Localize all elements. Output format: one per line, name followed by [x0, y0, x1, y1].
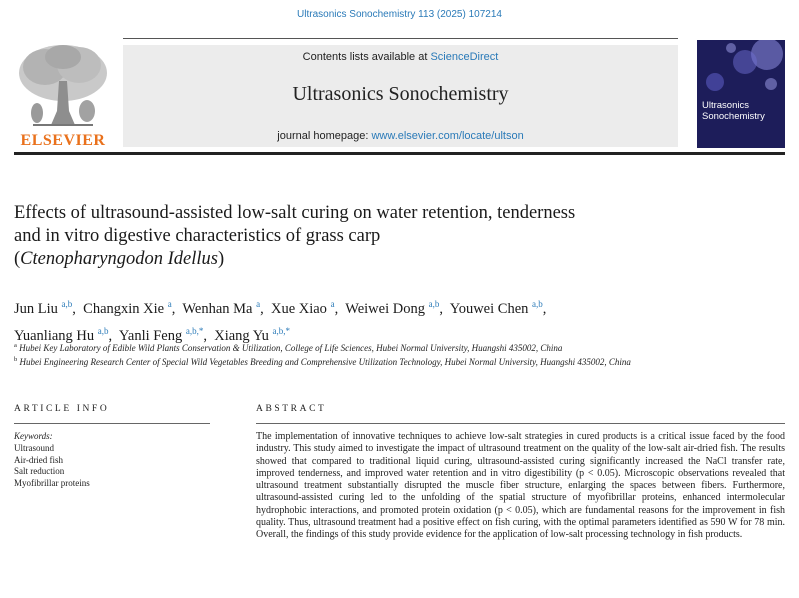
author-name[interactable]: Weiwei Dong: [345, 300, 425, 317]
homepage-prefix: journal homepage:: [277, 130, 369, 142]
keyword-item: Myofibrillar proteins: [14, 477, 90, 488]
author-affil-mark[interactable]: a,b: [97, 325, 109, 336]
elsevier-wordmark: ELSEVIER: [20, 132, 106, 149]
keyword-item: Salt reduction: [14, 466, 65, 477]
title-line-2: and in vitro digestive characteristics of grass carp: [14, 226, 381, 246]
cover-art-icon: [697, 40, 785, 148]
title-line-3-open: (: [14, 249, 21, 269]
keyword-item: Air-dried fish: [14, 454, 64, 465]
keywords-label: Keywords:: [14, 431, 53, 441]
author-name[interactable]: Xue Xiao: [270, 300, 327, 317]
author-name[interactable]: Wenhan Ma: [182, 300, 253, 317]
author: [83, 301, 172, 317]
author: [450, 301, 543, 317]
affiliation-text: Hubei Engineering Research Center of Special Wild Vegetables Breeding and Comprehensive Utilization Technology, Hubei Normal University, Huangshi 435002, China: [19, 357, 631, 367]
abstract-rule: [256, 423, 785, 424]
author-name[interactable]: Xiang Yu: [214, 327, 269, 344]
author: [14, 301, 72, 317]
article-info-heading: ARTICLE INFO: [14, 404, 110, 414]
author: [182, 301, 260, 317]
cover-title-line2: Sonochemistry: [702, 111, 765, 122]
cover-title-line1: Ultrasonics: [702, 100, 749, 111]
cover-title: [702, 100, 765, 122]
author-name[interactable]: Yanli Feng: [118, 327, 183, 344]
sciencedirect-link[interactable]: ScienceDirect: [430, 51, 499, 63]
author-list: Jun Liu $^{a,b}$, Changxin Xie $^a$, Wenhan Ma $^a$, Xue Xiao $^a$, Weiwei Dong $^{a,b}$, Youwei Chen $^{a,b}$, Yuanliang Hu $^{a,b}$, Yanli Feng $^{a,b,*}$, Xiang Yu $^{a,b,*}$: [14, 299, 547, 344]
author-name[interactable]: Changxin Xie: [83, 300, 165, 317]
author-affil-mark[interactable]: a,b,*: [272, 325, 291, 336]
journal-cover-thumbnail[interactable]: [697, 40, 785, 148]
header-top-rule: [123, 38, 678, 39]
journal-homepage-link[interactable]: www.elsevier.com/locate/ultson: [371, 130, 524, 142]
article-info-rule: [14, 423, 210, 424]
author-affil-mark[interactable]: a,b: [532, 299, 543, 309]
affiliation-mark: a: [14, 342, 17, 349]
affiliation-mark: b: [14, 356, 18, 363]
title-species-name: Ctenopharyngodon Idellus: [20, 249, 218, 269]
elsevier-logo[interactable]: [13, 41, 113, 149]
journal-citation[interactable]: Ultrasonics Sonochemistry 113 (2025) 107214: [297, 9, 502, 20]
author-affil-mark[interactable]: a: [167, 299, 172, 309]
article-title: [14, 202, 734, 271]
abstract-body: The implementation of innovative techniques to achieve low-salt strategies in cured products is a critical issue faced by the food industry. This study aimed to investigate the impact of ultrasound treatment on the quality of the low-salt air-dried fish. The results showed that compared to traditional liquid curing, ultrasound-assisted curing significantly increased the NaCl transfer rate, improved tenderness, and improved water retention and in vitro digestibility (p < 0.05). Microscopic observations revealed that ultrasound treatment substantially disrupted the muscle fiber structure, enlarging the spaces between fibers. Furthermore, ultrasound-assisted curing led to the unfolding of the spatial structure of myofibrillar proteins, enhanced intermolecular hydrophobic interactions, and promoted protein oxidation (p < 0.05), which are fundamental reasons for the improvement in fish quality. Thus, ultrasound treatment had a positive effect on fish curing, with the optimal parameters identified as 590 W for 78 min. Overall, the findings of this study provide evidence for the application of low-salt processing technology in fish products.: [256, 431, 785, 541]
header-bottom-rule: [14, 152, 785, 155]
title-line-3-close: ): [218, 249, 225, 269]
affiliation-a: [14, 340, 784, 354]
keyword-list: [14, 443, 90, 489]
author-affil-mark[interactable]: a,b: [428, 299, 440, 309]
affiliations: [14, 340, 784, 368]
affiliation-text: Hubei Key Laboratory of Edible Wild Plants Conservation & Utilization, College of Life Sciences, Hubei Normal University, Huangshi 435002, China: [19, 343, 563, 353]
author-name[interactable]: Yuanliang Hu: [14, 327, 95, 344]
journal-header-box: [123, 45, 678, 147]
contents-line: [123, 51, 678, 63]
author-affil-mark[interactable]: a: [330, 299, 335, 309]
elsevier-tree-icon: [13, 41, 113, 129]
author-affil-mark[interactable]: a,b,*: [185, 325, 204, 336]
abstract-heading: ABSTRACT: [256, 404, 327, 414]
author-affil-mark[interactable]: a: [256, 299, 261, 309]
journal-title: Ultrasonics Sonochemistry: [292, 83, 509, 105]
affiliation-b: [14, 354, 784, 368]
title-line-1: Effects of ultrasound-assisted low-salt curing on water retention, tenderness: [14, 203, 576, 223]
author-name[interactable]: Jun Liu: [14, 300, 58, 317]
contents-prefix: Contents lists available at: [302, 51, 428, 63]
author: [271, 301, 335, 317]
homepage-line: [123, 130, 678, 142]
author-affil-mark[interactable]: a,b: [61, 299, 73, 309]
author: [345, 301, 439, 317]
author-name[interactable]: Youwei Chen: [449, 300, 529, 317]
keyword-item: Ultrasound: [14, 443, 54, 453]
